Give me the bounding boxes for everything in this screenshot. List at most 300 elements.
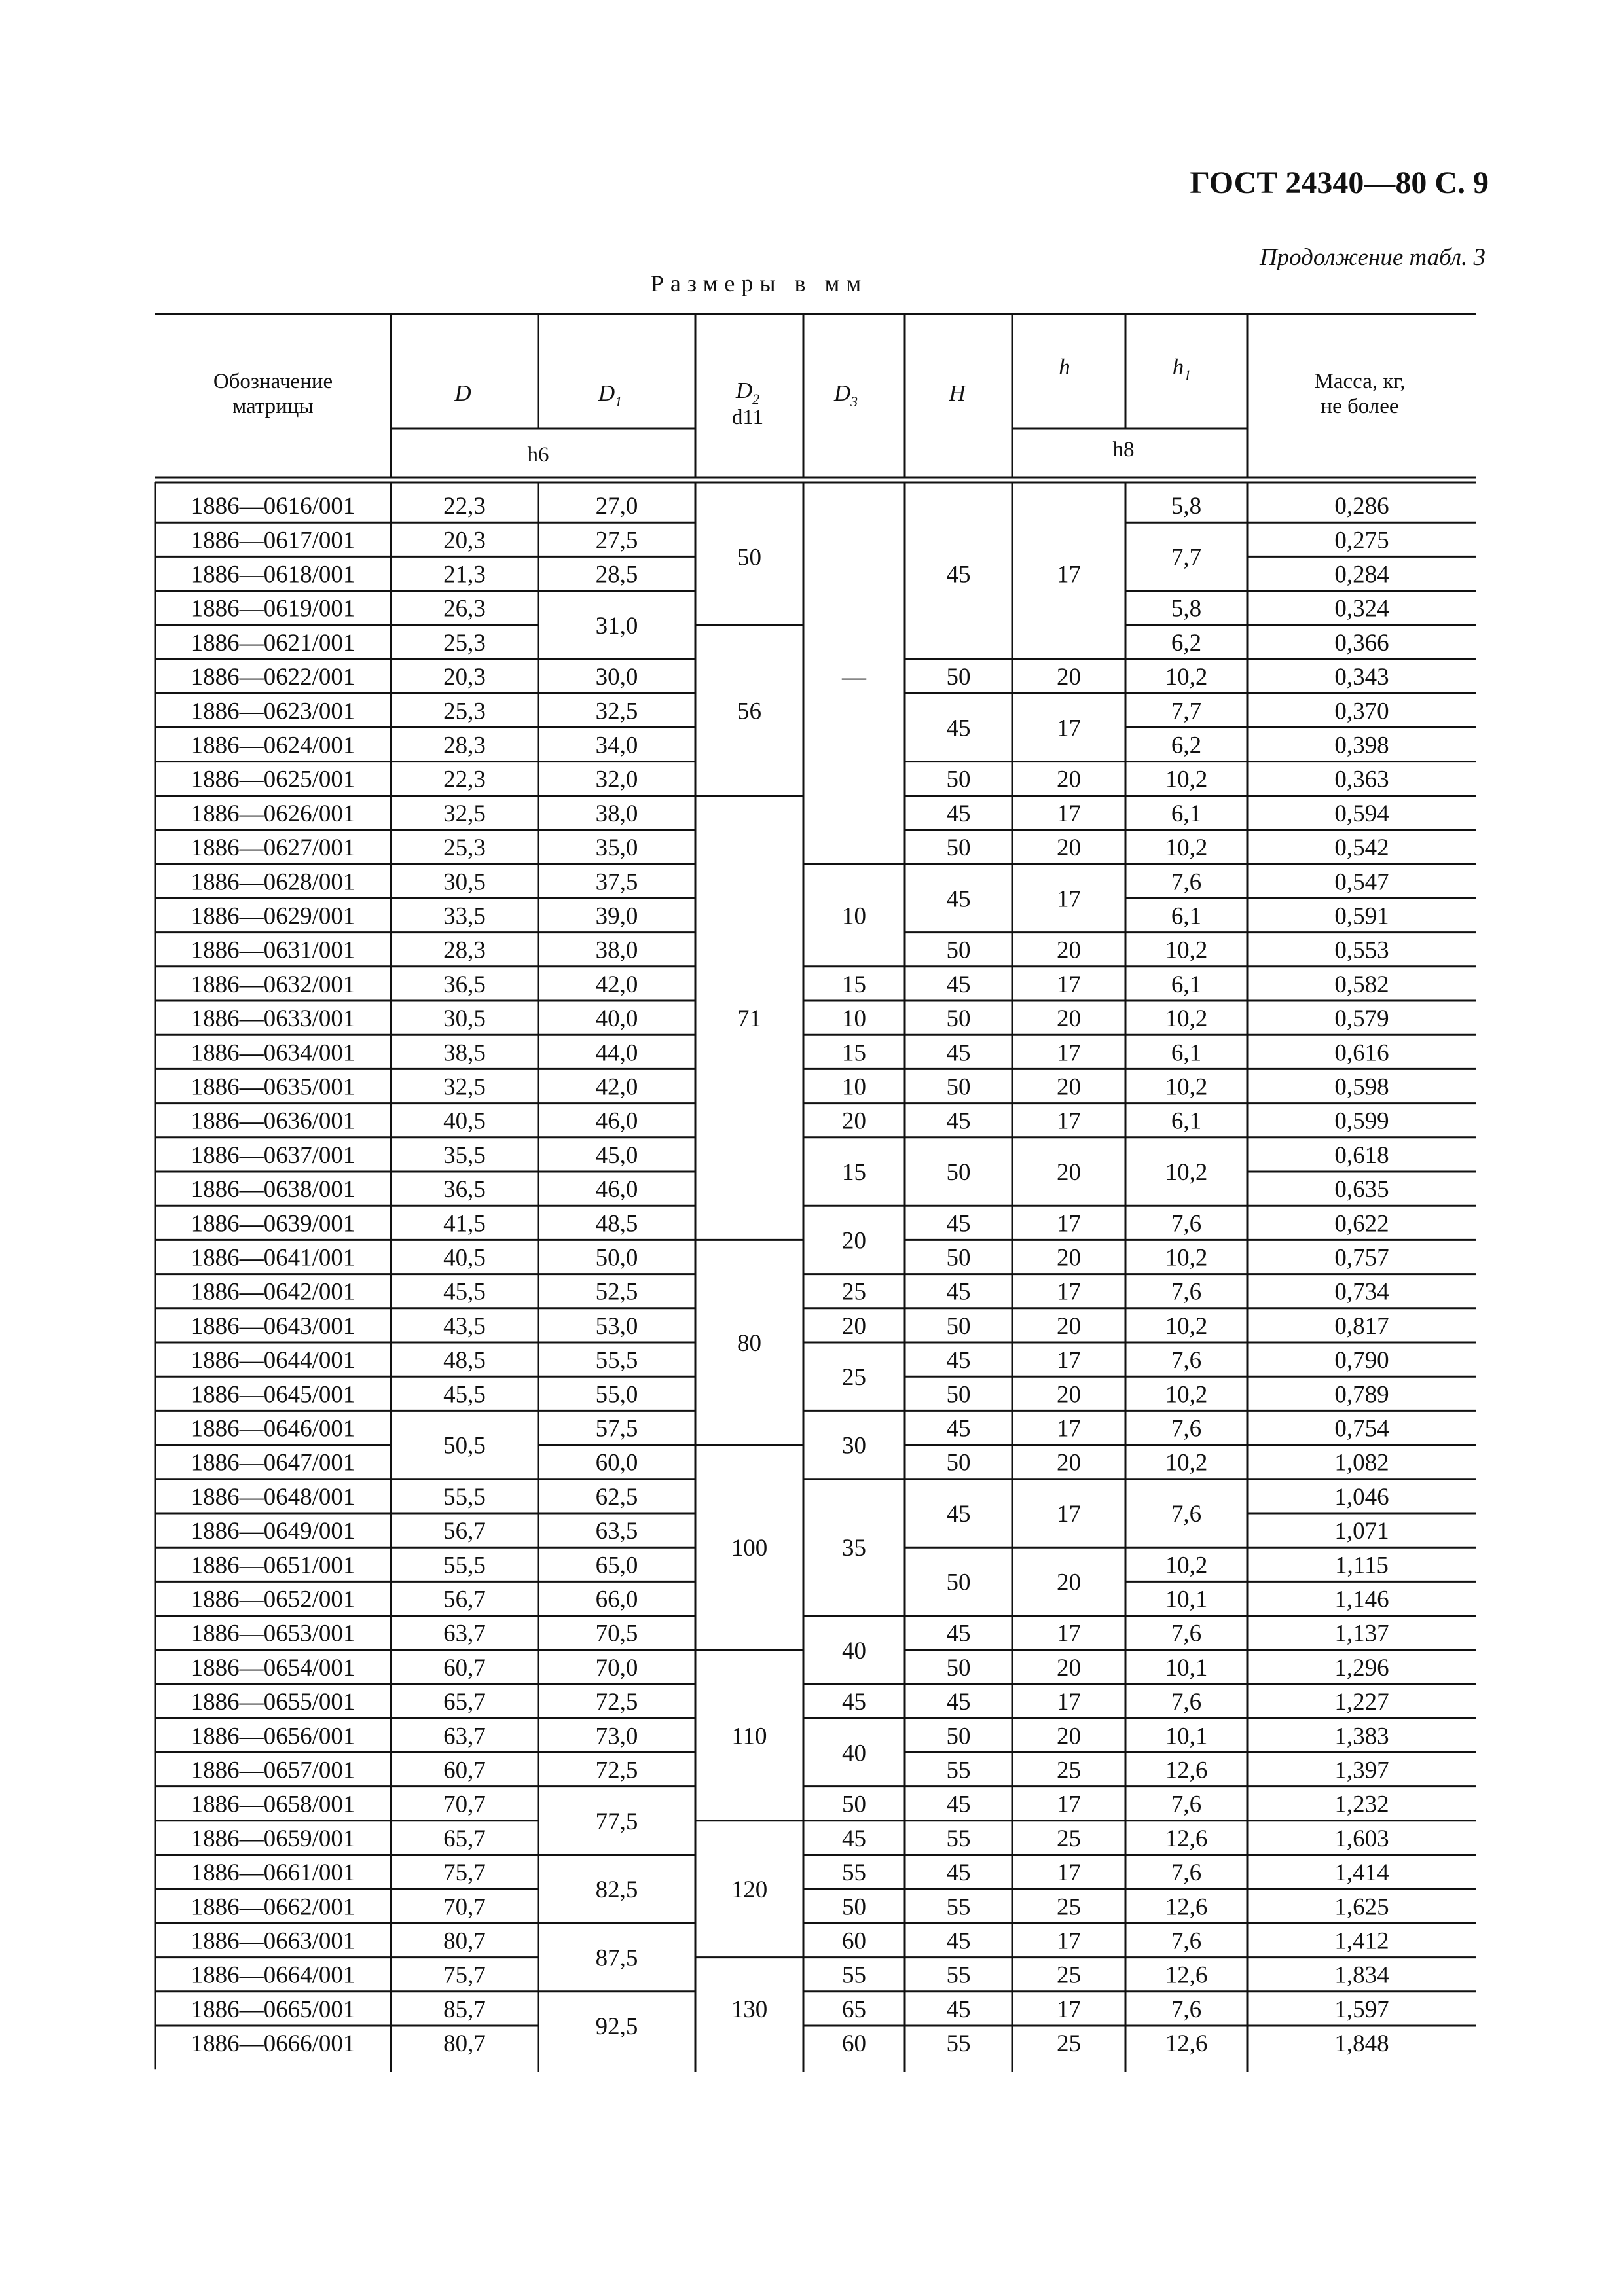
cell-H: 45	[946, 1791, 971, 1818]
cell-mass: 0,734	[1334, 1278, 1389, 1306]
cell-D: 35,5	[443, 1141, 486, 1169]
cell-h: 20	[1057, 1312, 1081, 1340]
cell-D: 63,7	[443, 1620, 486, 1647]
cell-h1: 10,2	[1165, 1159, 1208, 1186]
cell-designation: 1886—0653/001	[191, 1620, 356, 1647]
cell-D: 70,7	[443, 1893, 486, 1921]
cell-h1: 7,6	[1171, 1791, 1202, 1818]
cell-designation: 1886—0622/001	[191, 664, 356, 691]
cell-D: 21,3	[443, 561, 486, 588]
cell-D1: 82,5	[595, 1876, 638, 1904]
cell-h: 25	[1057, 1825, 1081, 1852]
cell-D1: 42,0	[595, 971, 638, 998]
cell-designation: 1886—0629/001	[191, 903, 356, 930]
header-tolerance-h6: h6	[527, 443, 549, 467]
cell-H: 45	[946, 1501, 971, 1528]
header-h1	[1173, 354, 1192, 384]
cell-D1: 45,0	[595, 1141, 638, 1169]
cell-D3: 45	[842, 1825, 866, 1852]
cell-D3: 45	[842, 1689, 866, 1716]
cell-D: 55,5	[443, 1483, 486, 1511]
cell-D: 70,7	[443, 1791, 486, 1818]
cell-D3: 15	[842, 1039, 866, 1067]
cell-mass: 1,383	[1334, 1723, 1389, 1750]
header-mass-line2: не более	[1321, 395, 1399, 418]
cell-D1: 27,0	[595, 493, 638, 520]
cell-designation: 1886—0641/001	[191, 1244, 356, 1272]
cell-H: 45	[946, 1278, 971, 1306]
cell-D: 41,5	[443, 1210, 486, 1238]
cell-D1: 42,0	[595, 1073, 638, 1101]
cell-designation: 1886—0634/001	[191, 1039, 356, 1067]
header-D: D	[454, 380, 471, 406]
cell-designation: 1886—0663/001	[191, 1928, 356, 1955]
cell-h1: 7,6	[1171, 1620, 1202, 1647]
cell-H: 45	[946, 1996, 971, 2023]
cell-mass: 0,598	[1334, 1073, 1389, 1101]
cell-designation: 1886—0666/001	[191, 2030, 356, 2058]
cell-h: 17	[1057, 1996, 1081, 2023]
cell-h: 20	[1057, 1449, 1081, 1477]
cell-mass: 0,398	[1334, 732, 1389, 759]
cell-h: 20	[1057, 937, 1081, 964]
cell-h1: 12,6	[1165, 1825, 1208, 1852]
cell-mass: 1,397	[1334, 1757, 1389, 1784]
cell-h1: 7,7	[1171, 698, 1202, 725]
cell-D1: 50,0	[595, 1244, 638, 1272]
cell-h1: 6,1	[1171, 971, 1202, 998]
cell-designation: 1886—0632/001	[191, 971, 356, 998]
cell-D2: 56	[737, 698, 761, 725]
cell-h: 25	[1057, 2030, 1081, 2058]
cell-mass: 1,597	[1334, 1996, 1389, 2023]
cell-mass: 0,754	[1334, 1415, 1389, 1443]
cell-designation: 1886—0642/001	[191, 1278, 356, 1306]
cell-designation: 1886—0627/001	[191, 834, 356, 862]
cell-h1: 7,6	[1171, 1415, 1202, 1443]
cell-D3: 50	[842, 1791, 866, 1818]
cell-h1: 7,6	[1171, 1278, 1202, 1306]
cell-mass: 0,591	[1334, 903, 1389, 930]
cell-designation: 1886—0646/001	[191, 1415, 356, 1443]
cell-D: 65,7	[443, 1689, 486, 1716]
cell-h1: 10,2	[1165, 1381, 1208, 1408]
cell-h: 20	[1057, 766, 1081, 793]
header-h1-sub: 1	[1184, 367, 1192, 384]
cell-H: 45	[946, 800, 971, 827]
cell-h1: 10,1	[1165, 1586, 1208, 1613]
header-D2-letter: D	[735, 378, 753, 403]
cell-h: 17	[1057, 1039, 1081, 1067]
cell-h1: 10,2	[1165, 834, 1208, 862]
cell-D1: 30,0	[595, 664, 638, 691]
cell-h1: 5,8	[1171, 493, 1202, 520]
cell-D2: 71	[737, 1005, 761, 1033]
cell-h: 17	[1057, 1791, 1081, 1818]
cell-mass: 1,146	[1334, 1586, 1389, 1613]
cell-D2: 120	[731, 1876, 768, 1904]
cell-D1: 87,5	[595, 1945, 638, 1972]
cell-mass: 0,599	[1334, 1107, 1389, 1135]
cell-mass: 0,553	[1334, 937, 1389, 964]
cell-mass: 1,082	[1334, 1449, 1389, 1477]
cell-H: 45	[946, 1210, 971, 1238]
cell-H: 50	[946, 1449, 971, 1477]
cell-D: 26,3	[443, 595, 486, 622]
cell-mass: 1,834	[1334, 1962, 1389, 1989]
cell-H: 45	[946, 1347, 971, 1374]
cell-D3: 40	[842, 1740, 866, 1767]
cell-h: 17	[1057, 1107, 1081, 1135]
cell-D: 80,7	[443, 2030, 486, 2058]
cell-h: 20	[1057, 1244, 1081, 1272]
cell-h1: 6,1	[1171, 1039, 1202, 1067]
cell-h: 20	[1057, 664, 1081, 691]
cell-D: 36,5	[443, 1176, 486, 1204]
cell-D: 38,5	[443, 1039, 486, 1067]
cell-h1: 12,6	[1165, 1893, 1208, 1921]
cell-D: 40,5	[443, 1244, 486, 1272]
cell-h: 25	[1057, 1757, 1081, 1784]
cell-D3: 10	[842, 1005, 866, 1033]
cell-mass: 0,579	[1334, 1005, 1389, 1033]
cell-H: 50	[946, 1244, 971, 1272]
cell-designation: 1886—0644/001	[191, 1347, 356, 1374]
cell-D: 56,7	[443, 1518, 486, 1545]
cell-mass: 0,622	[1334, 1210, 1389, 1238]
cell-mass: 1,848	[1334, 2030, 1389, 2058]
cell-D1: 46,0	[595, 1107, 638, 1135]
page-header: ГОСТ 24340—80 С. 9	[1190, 166, 1489, 200]
cell-H: 45	[946, 1039, 971, 1067]
cell-designation: 1886—0652/001	[191, 1586, 356, 1613]
cell-D1: 46,0	[595, 1176, 638, 1204]
table-continuation-note: Продолжение табл. 3	[1259, 244, 1486, 271]
cell-designation: 1886—0619/001	[191, 595, 356, 622]
header-D3	[833, 380, 858, 410]
cell-designation: 1886—0655/001	[191, 1689, 356, 1716]
cell-D1: 72,5	[595, 1757, 638, 1784]
cell-D3: 60	[842, 2030, 866, 2058]
header-D1	[598, 380, 622, 410]
cell-D1: 65,0	[595, 1552, 638, 1579]
cell-designation: 1886—0617/001	[191, 527, 356, 554]
cell-D3: 15	[842, 1159, 866, 1186]
cell-designation: 1886—0657/001	[191, 1757, 356, 1784]
cell-h1: 10,1	[1165, 1723, 1208, 1750]
cell-h1: 10,2	[1165, 766, 1208, 793]
cell-designation: 1886—0626/001	[191, 800, 356, 827]
cell-designation: 1886—0645/001	[191, 1381, 356, 1408]
cell-designation: 1886—0635/001	[191, 1073, 356, 1101]
cell-D: 63,7	[443, 1723, 486, 1750]
cell-designation: 1886—0643/001	[191, 1312, 356, 1340]
cell-D1: 31,0	[595, 612, 638, 639]
cell-D: 45,5	[443, 1381, 486, 1408]
cell-H: 50	[946, 1654, 971, 1681]
cell-h1: 6,2	[1171, 629, 1202, 656]
cell-D1: 52,5	[595, 1278, 638, 1306]
cell-mass: 0,547	[1334, 869, 1389, 896]
cell-D3: —	[842, 664, 866, 691]
cell-h1: 7,6	[1171, 1996, 1202, 2023]
cell-D: 40,5	[443, 1107, 486, 1135]
cell-D2: 50	[737, 544, 761, 571]
cell-h: 17	[1057, 971, 1081, 998]
cell-D: 45,5	[443, 1278, 486, 1306]
cell-h: 17	[1057, 1620, 1081, 1647]
cell-D3: 55	[842, 1859, 866, 1887]
cell-h1: 10,2	[1165, 1005, 1208, 1033]
cell-D: 60,7	[443, 1757, 486, 1784]
cell-h1: 6,2	[1171, 732, 1202, 759]
cell-h1: 10,2	[1165, 664, 1208, 691]
cell-designation: 1886—0656/001	[191, 1723, 356, 1750]
cell-designation: 1886—0648/001	[191, 1483, 356, 1511]
cell-D: 75,7	[443, 1859, 486, 1887]
cell-D1: 53,0	[595, 1312, 638, 1340]
cell-D2: 100	[731, 1535, 768, 1562]
header-mass-line1: Масса, кг,	[1314, 370, 1406, 393]
cell-D3: 65	[842, 1996, 866, 2023]
header-D3-sub: 3	[850, 393, 858, 410]
cell-h: 20	[1057, 1654, 1081, 1681]
cell-h: 17	[1057, 1278, 1081, 1306]
cell-mass: 1,603	[1334, 1825, 1389, 1852]
cell-designation: 1886—0649/001	[191, 1518, 356, 1545]
cell-D-merged: 50,5	[443, 1432, 486, 1460]
cell-D: 48,5	[443, 1347, 486, 1374]
cell-D: 25,3	[443, 834, 486, 862]
cell-D1: 73,0	[595, 1723, 638, 1750]
cell-designation: 1886—0665/001	[191, 1996, 356, 2023]
cell-h: 17	[1057, 1501, 1081, 1528]
cell-h: 20	[1057, 1159, 1081, 1186]
header-designation-line1: Обозначение	[213, 370, 333, 393]
cell-D: 43,5	[443, 1312, 486, 1340]
cell-mass: 0,789	[1334, 1381, 1389, 1408]
cell-h1: 7,6	[1171, 1928, 1202, 1955]
cell-D3: 25	[842, 1364, 866, 1391]
cell-h1: 7,6	[1171, 869, 1202, 896]
cell-mass: 0,370	[1334, 698, 1389, 725]
cell-h: 20	[1057, 1073, 1081, 1101]
cell-h1: 7,6	[1171, 1689, 1202, 1716]
cell-D1: 63,5	[595, 1518, 638, 1545]
cell-D: 32,5	[443, 800, 486, 827]
cell-D: 75,7	[443, 1962, 486, 1989]
cell-D1: 37,5	[595, 869, 638, 896]
cell-H: 50	[946, 766, 971, 793]
cell-h: 25	[1057, 1893, 1081, 1921]
cell-D3: 25	[842, 1278, 866, 1306]
cell-D1: 44,0	[595, 1039, 638, 1067]
cell-D1: 27,5	[595, 527, 638, 554]
header-D2-sub: 2	[752, 391, 760, 407]
cell-designation: 1886—0631/001	[191, 937, 356, 964]
cell-h: 17	[1057, 1928, 1081, 1955]
cell-h1: 6,1	[1171, 800, 1202, 827]
cell-H: 50	[946, 1381, 971, 1408]
cell-designation: 1886—0661/001	[191, 1859, 356, 1887]
cell-D3: 10	[842, 1073, 866, 1101]
cell-designation: 1886—0664/001	[191, 1962, 356, 1989]
cell-D1: 32,0	[595, 766, 638, 793]
cell-D: 60,7	[443, 1654, 486, 1681]
cell-D: 20,3	[443, 664, 486, 691]
header-D3-letter: D	[833, 380, 851, 406]
cell-mass: 0,618	[1334, 1141, 1389, 1169]
cell-D: 80,7	[443, 1928, 486, 1955]
cell-H: 45	[946, 1928, 971, 1955]
cell-designation: 1886—0651/001	[191, 1552, 356, 1579]
cell-h1: 12,6	[1165, 1962, 1208, 1989]
cell-H: 50	[946, 1569, 971, 1596]
cell-h1: 7,6	[1171, 1347, 1202, 1374]
header-D1-sub: 1	[615, 393, 623, 410]
cell-h1: 10,2	[1165, 1552, 1208, 1579]
cell-h: 17	[1057, 1415, 1081, 1443]
cell-H: 50	[946, 1005, 971, 1033]
cell-h: 20	[1057, 1381, 1081, 1408]
cell-D1: 40,0	[595, 1005, 638, 1033]
cell-D1: 39,0	[595, 903, 638, 930]
cell-H: 50	[946, 1159, 971, 1186]
cell-mass: 0,324	[1334, 595, 1389, 622]
cell-D3: 20	[842, 1227, 866, 1255]
cell-D1: 38,0	[595, 937, 638, 964]
cell-D3: 50	[842, 1893, 866, 1921]
cell-D1: 34,0	[595, 732, 638, 759]
cell-D1: 35,0	[595, 834, 638, 862]
cell-h: 20	[1057, 1569, 1081, 1596]
cell-D1: 55,5	[595, 1347, 638, 1374]
cell-D: 20,3	[443, 527, 486, 554]
cell-mass: 1,071	[1334, 1518, 1389, 1545]
cell-D: 22,3	[443, 493, 486, 520]
cell-H: 55	[946, 1757, 971, 1784]
cell-D1: 77,5	[595, 1808, 638, 1835]
cell-h1: 7,6	[1171, 1501, 1202, 1528]
cell-mass: 0,284	[1334, 561, 1389, 588]
cell-D1: 62,5	[595, 1483, 638, 1511]
cell-h: 25	[1057, 1962, 1081, 1989]
cell-h: 17	[1057, 1859, 1081, 1887]
cell-mass: 1,296	[1334, 1654, 1389, 1681]
cell-D: 25,3	[443, 629, 486, 656]
cell-designation: 1886—0624/001	[191, 732, 356, 759]
header-D2-tolerance: d11	[731, 406, 764, 429]
cell-D3: 35	[842, 1535, 866, 1562]
cell-D1: 32,5	[595, 698, 638, 725]
cell-H: 50	[946, 937, 971, 964]
cell-h: 17	[1057, 715, 1081, 742]
cell-D3: 60	[842, 1928, 866, 1955]
cell-D1: 60,0	[595, 1449, 638, 1477]
cell-mass: 1,115	[1335, 1552, 1389, 1579]
cell-D: 30,5	[443, 869, 486, 896]
cell-H: 45	[946, 1620, 971, 1647]
cell-H: 50	[946, 1073, 971, 1101]
cell-D: 28,3	[443, 937, 486, 964]
cell-D: 55,5	[443, 1552, 486, 1579]
cell-D3: 40	[842, 1637, 866, 1664]
cell-h: 17	[1057, 800, 1081, 827]
cell-D3: 30	[842, 1432, 866, 1460]
cell-h1: 7,6	[1171, 1859, 1202, 1887]
header-h: h	[1059, 354, 1070, 380]
cell-h1: 6,1	[1171, 903, 1202, 930]
cell-h: 20	[1057, 1723, 1081, 1750]
cell-D3: 15	[842, 971, 866, 998]
cell-H: 50	[946, 664, 971, 691]
cell-D: 85,7	[443, 1996, 486, 2023]
cell-h: 17	[1057, 561, 1081, 588]
cell-mass: 1,412	[1334, 1928, 1389, 1955]
cell-D1: 70,5	[595, 1620, 638, 1647]
cell-mass: 0,363	[1334, 766, 1389, 793]
cell-mass: 0,635	[1334, 1176, 1389, 1204]
cell-mass: 0,542	[1334, 834, 1389, 862]
cell-h: 17	[1057, 886, 1081, 913]
cell-designation: 1886—0616/001	[191, 493, 356, 520]
cell-H: 45	[946, 561, 971, 588]
cell-H: 55	[946, 1962, 971, 1989]
cell-designation: 1886—0639/001	[191, 1210, 356, 1238]
cell-H: 45	[946, 1859, 971, 1887]
cell-h1: 12,6	[1165, 1757, 1208, 1784]
cell-designation: 1886—0628/001	[191, 869, 356, 896]
cell-D: 65,7	[443, 1825, 486, 1852]
units-note: Размеры в мм	[650, 270, 868, 296]
cell-h1: 10,2	[1165, 1312, 1208, 1340]
cell-mass: 1,232	[1334, 1791, 1389, 1818]
cell-h1: 7,6	[1171, 1210, 1202, 1238]
cell-H: 45	[946, 1415, 971, 1443]
cell-H: 45	[946, 971, 971, 998]
cell-designation: 1886—0659/001	[191, 1825, 356, 1852]
cell-h1: 10,2	[1165, 1244, 1208, 1272]
cell-mass: 0,616	[1334, 1039, 1389, 1067]
cell-h: 20	[1057, 834, 1081, 862]
cell-D1: 70,0	[595, 1654, 638, 1681]
cell-h1: 10,2	[1165, 1449, 1208, 1477]
cell-h: 17	[1057, 1210, 1081, 1238]
cell-h1: 12,6	[1165, 2030, 1208, 2058]
cell-H: 45	[946, 1107, 971, 1135]
cell-designation: 1886—0647/001	[191, 1449, 356, 1477]
cell-H: 45	[946, 715, 971, 742]
cell-h1: 10,1	[1165, 1654, 1208, 1681]
cell-D2: 130	[731, 1996, 768, 2023]
cell-h1: 7,7	[1171, 544, 1202, 571]
cell-D3: 20	[842, 1312, 866, 1340]
cell-mass: 1,227	[1334, 1689, 1389, 1716]
cell-mass: 0,817	[1334, 1312, 1389, 1340]
cell-mass: 0,594	[1334, 800, 1389, 827]
header-D2	[735, 378, 759, 407]
cell-H: 45	[946, 886, 971, 913]
cell-mass: 0,582	[1334, 971, 1389, 998]
cell-H: 55	[946, 1893, 971, 1921]
cell-D1: 28,5	[595, 561, 638, 588]
cell-D: 32,5	[443, 1073, 486, 1101]
cell-D3: 10	[842, 903, 866, 930]
cell-h1: 6,1	[1171, 1107, 1202, 1135]
cell-designation: 1886—0633/001	[191, 1005, 356, 1033]
cell-H: 55	[946, 2030, 971, 2058]
cell-D1: 57,5	[595, 1415, 638, 1443]
